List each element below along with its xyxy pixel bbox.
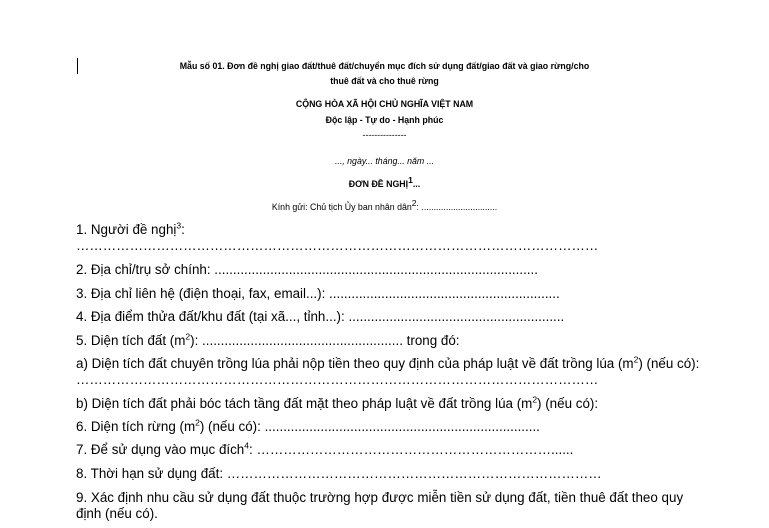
document-heading bbox=[0, 176, 769, 192]
item-6-label: 6. Diện tích rừng (m bbox=[76, 419, 196, 434]
item-1 bbox=[76, 222, 185, 238]
item-6-suffix: ) (nếu có): .......................................................................... bbox=[199, 419, 540, 434]
item-7-suffix: : …………………………………………………………...... bbox=[249, 442, 574, 457]
item-a bbox=[76, 356, 699, 372]
item-9-line2: định (nếu có). bbox=[76, 506, 158, 521]
item-5-label: 5. Diện tích đất (m bbox=[76, 333, 186, 348]
item-1-dots: ……………………………………………………………………………………………………… bbox=[76, 238, 599, 253]
item-3: 3. Địa chỉ liên hệ (điện thoại, fax, email...): .............................................................. bbox=[76, 286, 560, 301]
item-b-suffix: ) (nếu có): bbox=[537, 396, 599, 411]
heading-suffix: ... bbox=[412, 179, 421, 189]
item-b bbox=[76, 396, 598, 412]
item-6-sup: 2 bbox=[195, 417, 200, 428]
item-5-sup: 2 bbox=[185, 331, 191, 342]
item-7-footnote: 4 bbox=[244, 440, 249, 451]
item-a-sup: 2 bbox=[633, 354, 639, 365]
recipient-prefix: Kính gửi: Chủ tịch Ủy ban nhân dân bbox=[271, 202, 412, 212]
recipient-line bbox=[0, 199, 769, 215]
recipient-suffix: : ............................... bbox=[416, 202, 498, 212]
form-title-line1: Mẫu số 01. Đơn đề nghị giao đất/thuê đất/chuyển mục đích sử dụng đất/giao đất và giao rừng/cho bbox=[179, 61, 590, 71]
date-line: ..., ngày... tháng... năm ... bbox=[334, 156, 435, 166]
item-1-colon: : bbox=[181, 222, 185, 237]
republic-heading: CỘNG HÒA XÃ HỘI CHỦ NGHĨA VIỆT NAM bbox=[295, 99, 474, 109]
item-a-dots: ……………………………………………………………………………………………………… bbox=[76, 372, 599, 387]
item-b-label: b) Diện tích đất phải bóc tách tầng đất mặt theo pháp luật về đất trồng lúa (m bbox=[76, 396, 533, 411]
item-1-label: 1. Người đề nghị bbox=[76, 222, 177, 237]
item-9-line1: 9. Xác định nhu cầu sử dụng đất thuộc trường hợp được miễn tiền sử dụng đất, tiền thuê đất theo quy bbox=[76, 490, 684, 505]
item-7-label: 7. Để sử dụng vào mục đích bbox=[76, 442, 245, 457]
item-a-suffix: ) (nếu có): bbox=[638, 356, 700, 371]
item-8: 8. Thời hạn sử dụng đất: ………………………………………………………………………… bbox=[76, 466, 602, 481]
item-2: 2. Địa chỉ/trụ sở chính: ....................................................................................... bbox=[76, 262, 538, 277]
motto: Độc lập - Tự do - Hạnh phúc bbox=[325, 115, 444, 125]
item-1-footnote: 3 bbox=[176, 220, 182, 231]
item-b-sup: 2 bbox=[532, 394, 538, 405]
item-6 bbox=[76, 419, 540, 435]
item-5 bbox=[76, 333, 460, 349]
separator-line: --------------- bbox=[362, 130, 407, 140]
item-7 bbox=[76, 442, 573, 458]
item-5-suffix: ): ...................................................... trong đó: bbox=[190, 333, 460, 348]
heading-text: ĐƠN ĐỀ NGHỊ bbox=[348, 179, 409, 189]
recipient-footnote: 2 bbox=[411, 198, 417, 209]
heading-footnote: 1 bbox=[408, 175, 413, 186]
form-title-line2: thuê đất và cho thuê rừng bbox=[330, 76, 439, 86]
item-a-label: a) Diện tích đất chuyên trồng lúa phải nộp tiền theo quy định của pháp luật về đất trồng lúa (m bbox=[76, 356, 634, 371]
item-4: 4. Địa điểm thửa đất/khu đất (tại xã..., tỉnh...): .......................................................... bbox=[76, 309, 565, 324]
